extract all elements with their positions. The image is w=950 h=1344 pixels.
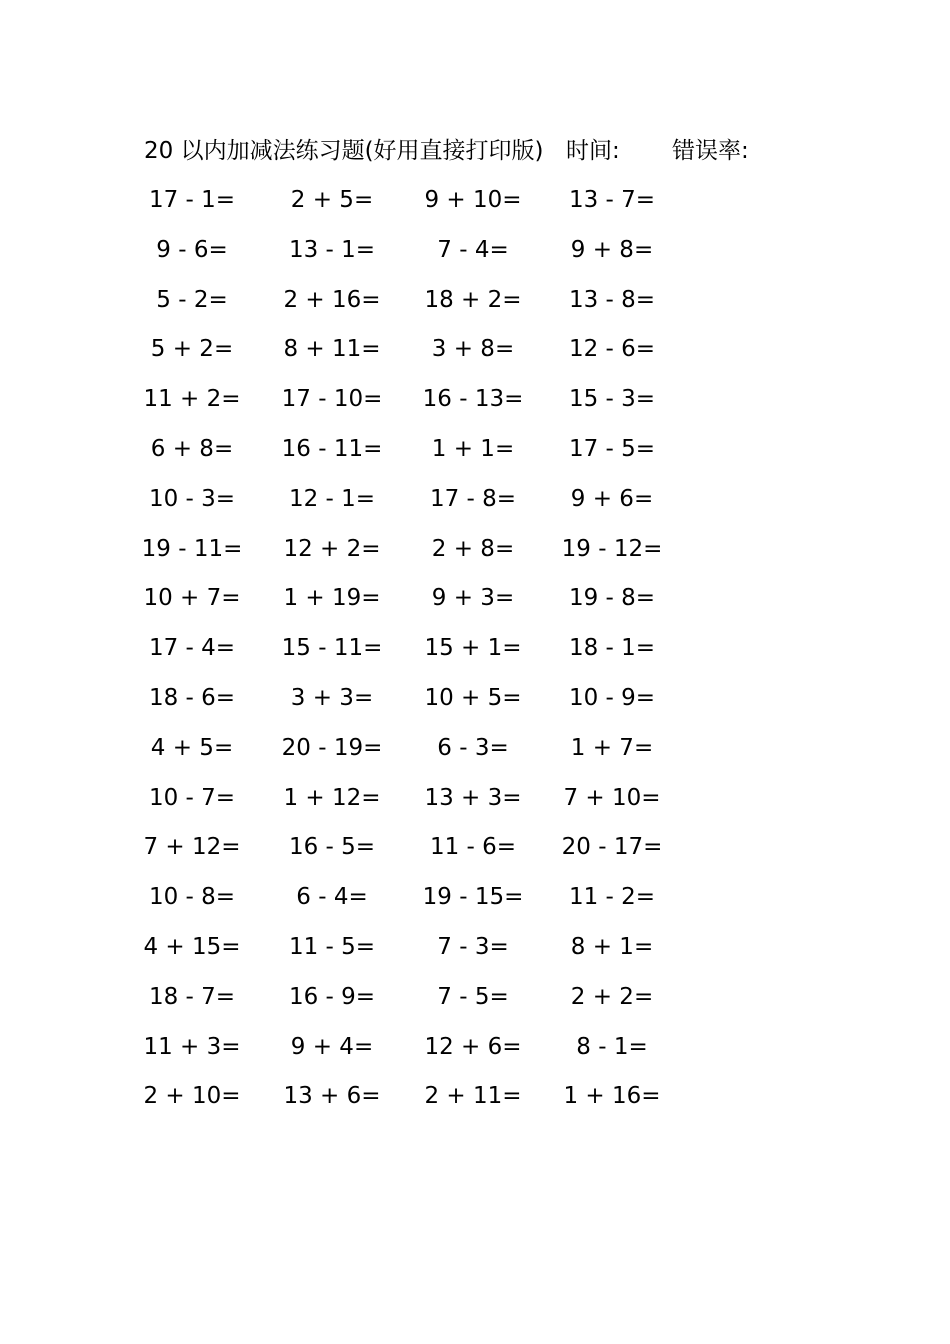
problem-row [0, 977, 950, 1027]
math-problem: 8 + 11= [283, 336, 381, 363]
problem-row [0, 379, 950, 429]
problem-row [0, 429, 950, 479]
math-problem: 2 + 16= [283, 286, 381, 313]
math-problem: 13 + 6= [283, 1083, 381, 1110]
math-problem: 1 + 12= [283, 784, 381, 811]
math-problem: 2 + 10= [143, 1083, 241, 1110]
math-problem: 11 - 2= [568, 884, 656, 911]
math-problem: 9 + 3= [431, 585, 515, 612]
math-problem: 13 - 8= [568, 286, 656, 313]
problem-row [0, 827, 950, 877]
math-problem: 10 + 5= [424, 684, 522, 711]
problem-row [0, 529, 950, 579]
math-problem: 18 - 7= [148, 983, 236, 1010]
math-problem: 12 - 1= [288, 485, 376, 512]
math-problem: 13 - 7= [568, 187, 656, 213]
problem-row [0, 628, 950, 678]
math-problem: 6 + 8= [150, 435, 234, 462]
math-problem: 15 - 3= [568, 386, 656, 413]
error-rate-label: 错误率: [672, 138, 749, 164]
math-problem: 6 - 4= [296, 884, 368, 911]
math-problem: 7 + 12= [143, 834, 241, 861]
problem-row [0, 578, 950, 628]
math-problem: 12 + 2= [283, 535, 381, 562]
math-problem: 11 - 5= [288, 933, 376, 960]
math-problem: 13 + 3= [424, 784, 522, 811]
math-problem: 10 - 7= [148, 784, 236, 811]
math-problem: 19 - 8= [568, 585, 656, 612]
math-problem: 1 + 7= [570, 734, 654, 761]
math-problem: 9 + 8= [570, 236, 654, 263]
problem-row [0, 778, 950, 828]
problem-row [0, 329, 950, 379]
math-problem: 17 - 8= [429, 485, 517, 512]
math-problem: 16 - 13= [422, 386, 524, 413]
math-problem: 1 + 16= [563, 1083, 661, 1110]
math-problem: 12 + 6= [424, 1033, 522, 1060]
math-problem: 19 - 11= [141, 535, 243, 562]
math-problem: 7 - 5= [437, 983, 509, 1010]
math-problem: 5 + 2= [150, 336, 234, 363]
math-problem: 20 - 19= [281, 734, 383, 761]
math-problem: 3 + 3= [290, 684, 374, 711]
math-problem: 18 - 6= [148, 684, 236, 711]
math-problem: 9 - 6= [156, 236, 228, 263]
math-problem: 11 + 3= [143, 1033, 241, 1060]
math-problem: 6 - 3= [437, 734, 509, 761]
math-problem: 2 + 2= [570, 983, 654, 1010]
math-problem: 11 + 2= [143, 386, 241, 413]
math-problem: 7 + 10= [563, 784, 661, 811]
math-problem: 8 - 1= [576, 1033, 648, 1060]
time-label: 时间: [566, 138, 620, 164]
math-problem: 2 + 8= [431, 535, 515, 562]
math-problem: 17 - 10= [281, 386, 383, 413]
math-problem: 9 + 4= [290, 1033, 374, 1060]
math-problem: 10 - 9= [568, 684, 656, 711]
problem-row [0, 927, 950, 977]
math-problem: 11 - 6= [429, 834, 517, 861]
problem-row [0, 280, 950, 330]
math-problem: 4 + 15= [143, 933, 241, 960]
math-problem: 10 + 7= [143, 585, 241, 612]
math-problem: 8 + 1= [570, 933, 654, 960]
math-problem: 1 + 19= [283, 585, 381, 612]
math-problem: 17 - 4= [148, 635, 236, 662]
problem-grid [0, 180, 950, 1126]
math-problem: 7 - 3= [437, 933, 509, 960]
math-problem: 17 - 5= [568, 435, 656, 462]
problem-row [0, 230, 950, 280]
math-problem: 16 - 9= [288, 983, 376, 1010]
math-problem: 18 - 1= [568, 635, 656, 662]
math-problem: 18 + 2= [424, 286, 522, 313]
math-problem: 4 + 5= [150, 734, 234, 761]
math-problem: 7 - 4= [437, 236, 509, 263]
math-problem: 15 - 11= [281, 635, 383, 662]
math-problem: 9 + 10= [424, 187, 522, 213]
math-problem: 16 - 11= [281, 435, 383, 462]
problem-row [0, 1076, 950, 1126]
problem-row [0, 678, 950, 728]
math-problem: 12 - 6= [568, 336, 656, 363]
problem-row [0, 479, 950, 529]
problem-row [0, 728, 950, 778]
math-problem: 16 - 5= [288, 834, 376, 861]
math-problem: 5 - 2= [156, 286, 228, 313]
math-problem: 20 - 17= [561, 834, 663, 861]
problem-row [0, 877, 950, 927]
problem-row [0, 1027, 950, 1077]
math-problem: 2 + 11= [424, 1083, 522, 1110]
math-problem: 2 + 5= [290, 187, 374, 213]
math-problem: 1 + 1= [431, 435, 515, 462]
math-problem: 15 + 1= [424, 635, 522, 662]
worksheet-title: 20 以内加减法练习题(好用直接打印版) [144, 138, 544, 164]
math-problem: 13 - 1= [288, 236, 376, 263]
math-problem: 3 + 8= [431, 336, 515, 363]
math-problem: 10 - 8= [148, 884, 236, 911]
math-problem: 19 - 12= [561, 535, 663, 562]
math-problem: 19 - 15= [422, 884, 524, 911]
math-problem: 17 - 1= [148, 187, 236, 213]
problem-row [0, 180, 950, 230]
math-problem: 9 + 6= [570, 485, 654, 512]
math-problem: 10 - 3= [148, 485, 236, 512]
worksheet-header [144, 135, 804, 167]
